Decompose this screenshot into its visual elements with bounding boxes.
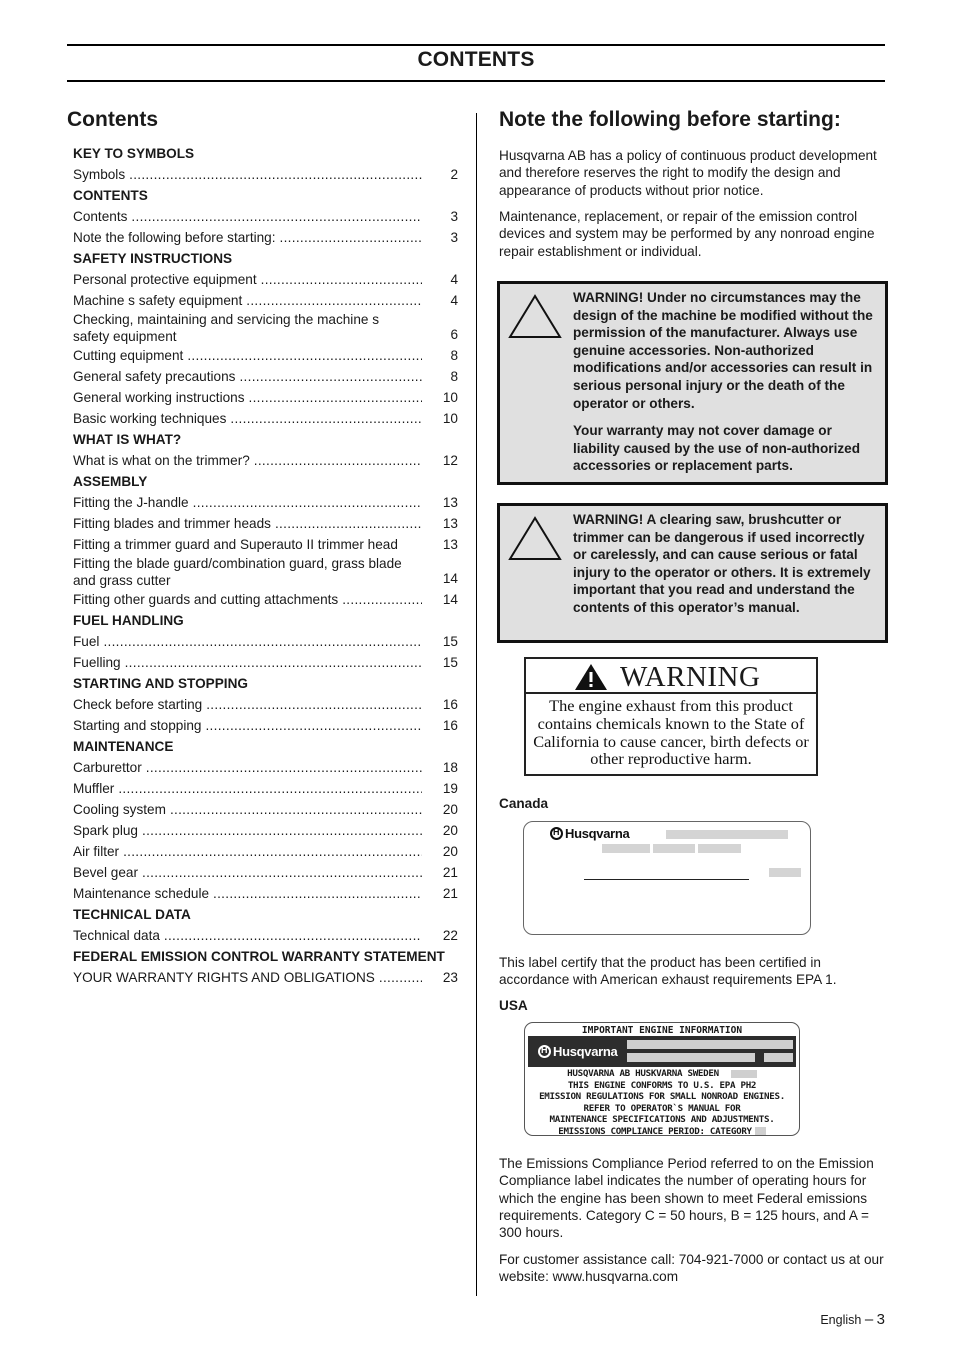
toc-leader-dots: [187, 345, 422, 366]
toc-entry: [73, 311, 458, 345]
toc-entry: [73, 862, 458, 883]
toc-entry: [73, 227, 458, 248]
toc-page-number: 21: [442, 886, 458, 901]
toc-page-number: 10: [442, 411, 458, 426]
toc-page-number: 3: [450, 230, 458, 245]
toc-entry: [73, 534, 458, 555]
toc-page-number: 14: [442, 592, 458, 607]
contents-heading: Contents: [67, 108, 158, 131]
canada-heading: Canada: [499, 796, 549, 811]
toc-section-heading: KEY TO SYMBOLS: [73, 146, 195, 161]
toc-entry-title: Basic working techniques: [73, 411, 227, 426]
toc-entry: [73, 164, 458, 185]
toc-entry-title: Fitting other guards and cutting attachments: [73, 592, 339, 607]
toc-entry-title: Carburettor: [73, 760, 142, 775]
usa-label-line: THIS ENGINE CONFORMS TO U.S. EPA PH2: [567, 1079, 757, 1091]
warning-text-warranty: Your warranty may not cover damage or liability caused by the use of non-authorized accessories or replacement parts.: [573, 423, 861, 474]
toc-page-number: 16: [442, 697, 458, 712]
toc-leader-dots: [213, 883, 422, 904]
usa-label-line: MAINTENANCE SPECIFICATIONS AND ADJUSTMENTS.: [549, 1114, 775, 1126]
usa-heading: USA: [499, 998, 528, 1013]
toc-section-heading: TECHNICAL DATA: [73, 907, 191, 922]
toc-leader-dots: [206, 694, 422, 715]
toc-entry-title: Fuelling: [73, 655, 121, 670]
toc-leader-dots: [193, 492, 422, 513]
warning-triangle-icon: [507, 514, 563, 562]
toc-page-number: 13: [442, 537, 458, 552]
header-rule-top: [67, 44, 885, 46]
toc-page-number: 16: [442, 718, 458, 733]
toc-page-number: 15: [442, 655, 458, 670]
toc-entry: [73, 450, 458, 471]
usa-label-text: [525, 1068, 799, 1136]
canada-paragraph: This label certify that the product has been certified in accordance with American exhaust requirements EPA 1.: [499, 955, 837, 988]
toc-entry-title: Fitting the J-handle: [73, 495, 189, 510]
toc-entry: [73, 206, 458, 227]
toc-section-heading: MAINTENANCE: [73, 739, 174, 754]
toc-entry: [73, 631, 458, 652]
warning-box-modification: [497, 281, 888, 485]
toc-leader-dots: [131, 206, 422, 227]
toc-entry-title: Personal protective equipment: [73, 272, 257, 287]
toc-leader-dots: [170, 799, 422, 820]
toc-section-heading: FUEL HANDLING: [73, 613, 184, 628]
toc-page-number: 21: [442, 865, 458, 880]
toc-page-number: 8: [450, 348, 458, 363]
toc-entry-title: Air filter: [73, 844, 120, 859]
label-placeholder-field: [627, 1040, 793, 1049]
toc-entry: [73, 366, 458, 387]
label-placeholder-field: [602, 844, 650, 853]
footer-page-number: 3: [876, 1311, 885, 1328]
husqvarna-logo: H Husqvarna: [550, 826, 630, 841]
toc-page-number: 20: [442, 823, 458, 838]
toc-entry-title: Machine s safety equipment: [73, 293, 243, 308]
label-placeholder-field: [698, 844, 741, 853]
toc-page-number: 8: [450, 369, 458, 384]
toc-entry-title: Note the following before starting:: [73, 230, 276, 245]
usa-label-line: HUSQVARNA AB HUSKVARNA SWEDEN: [567, 1068, 719, 1079]
toc-entry-title: YOUR WARRANTY RIGHTS AND OBLIGATIONS: [73, 970, 375, 985]
toc-leader-dots: [261, 269, 422, 290]
toc-entry-title: What is what on the trimmer?: [73, 453, 250, 468]
label-placeholder-field: [653, 844, 695, 853]
label-placeholder-field: [755, 1127, 766, 1135]
toc-section-heading: FEDERAL EMISSION CONTROL WARRANTY STATEMENT: [73, 949, 445, 964]
usa-label-line: EMISSION REGULATIONS FOR SMALL NONROAD ENGINES.: [539, 1091, 785, 1103]
footer-language: English: [820, 1313, 862, 1327]
toc-entry-title: General working instructions: [73, 390, 245, 405]
toc-page-number: 3: [450, 209, 458, 224]
husqvarna-logo: H Husqvarna: [538, 1044, 618, 1059]
toc-page-number: 18: [442, 760, 458, 775]
usa-emission-label: [524, 1022, 800, 1136]
toc-entry-title: Cooling system: [73, 802, 166, 817]
toc-entry: [73, 925, 458, 946]
toc-page-number: 13: [442, 495, 458, 510]
toc-leader-dots: [103, 631, 422, 652]
compliance-paragraph: The Emissions Compliance Period referred to on the Emission Compliance label indicates the number of operating hours for which the engine has been shown to meet Federal emissions requirements. Category C = 50 hours, B = 125 hours, and A = 300 hours.: [499, 1156, 874, 1241]
toc-leader-dots: [142, 862, 422, 883]
toc-entry-title: Bevel gear: [73, 865, 138, 880]
warning-text-modification: WARNING! Under no circumstances may the design of the machine be modified without the permission of the manufacturer. Always use genuine accessories. Non-authorized modifications and/or accessories can result in serious personal injury or the death of the operator or others.: [573, 290, 873, 411]
toc-entry: [73, 967, 458, 988]
page-footer: [820, 1311, 885, 1328]
toc-entry-title: Fuel: [73, 634, 100, 649]
toc-entry-title: Contents: [73, 209, 128, 224]
toc-leader-dots: [342, 589, 422, 610]
toc-entry: [73, 290, 458, 311]
toc-entry-title: Symbols: [73, 167, 126, 182]
toc-leader-dots: [118, 778, 422, 799]
husqvarna-crown-icon: [538, 1045, 551, 1058]
toc-page-number: 12: [442, 453, 458, 468]
toc-page-number: 6: [450, 327, 458, 342]
toc-entry: [73, 799, 458, 820]
toc-entry-title: Spark plug: [73, 823, 138, 838]
california-warning-title-bar: [526, 659, 816, 694]
toc-leader-dots: [123, 841, 422, 862]
usa-label-line: REFER TO OPERATOR`S MANUAL FOR: [583, 1102, 741, 1114]
toc-entry-title: Technical data: [73, 928, 160, 943]
california-warning-title: WARNING: [620, 661, 761, 693]
toc-entry-title: Cutting equipment: [73, 348, 184, 363]
california-warning-body: The engine exhaust from this product contains chemicals known to the State of California to cause cancer, birth defects or other reproductive harm.: [533, 696, 809, 769]
toc-entry: [73, 589, 458, 610]
toc-entry-title: Muffler: [73, 781, 115, 796]
toc-page-number: 19: [442, 781, 458, 796]
label-placeholder-field: [764, 1053, 793, 1062]
toc-page-number: 22: [442, 928, 458, 943]
toc-page-number: 20: [442, 802, 458, 817]
toc-leader-dots: [146, 757, 422, 778]
page-header-title: CONTENTS: [417, 48, 535, 71]
toc-page-number: 20: [442, 844, 458, 859]
label-placeholder-field: [666, 830, 788, 839]
footer-separator: –: [864, 1311, 874, 1328]
toc-leader-dots: [142, 820, 422, 841]
toc-entry: [73, 387, 458, 408]
toc-entry-title: Fitting a trimmer guard and Superauto II trimmer head: [73, 537, 398, 552]
usa-label-line: EMISSIONS COMPLIANCE PERIOD: CATEGORY: [558, 1125, 752, 1136]
canada-emission-label: [523, 821, 811, 935]
toc-leader-dots: [254, 450, 422, 471]
toc-page-number: 13: [442, 516, 458, 531]
toc-page-number: 4: [450, 293, 458, 308]
toc-entry: [73, 883, 458, 904]
toc-section-heading: ASSEMBLY: [73, 474, 148, 489]
husqvarna-crown-icon: [550, 827, 563, 840]
toc-page-number: 23: [442, 970, 458, 985]
toc-entry-title: Fitting the blade guard/combination guard, grass blade and grass cutter: [73, 556, 402, 588]
toc-entry-title: Starting and stopping: [73, 718, 202, 733]
table-of-contents: [73, 143, 458, 988]
toc-page-number: 10: [442, 390, 458, 405]
toc-page-number: 14: [442, 571, 458, 586]
maintenance-paragraph: Maintenance, replacement, or repair of the emission control devices and system may be performed by any nonroad engine repair establishment or individual.: [499, 209, 875, 259]
toc-leader-dots: [246, 290, 422, 311]
warning-triangle-icon: [507, 292, 563, 340]
note-heading: Note the following before starting:: [499, 108, 841, 131]
toc-page-number: 2: [450, 167, 458, 182]
toc-entry: [73, 778, 458, 799]
toc-entry: [73, 408, 458, 429]
exclamation-triangle-icon: [574, 663, 608, 691]
california-warning-label: [524, 657, 818, 776]
toc-leader-dots: [230, 408, 422, 429]
label-placeholder-field: [769, 868, 801, 877]
toc-entry: [73, 345, 458, 366]
toc-leader-dots: [275, 513, 422, 534]
toc-leader-dots: [379, 967, 422, 988]
warning-box-danger: [497, 503, 888, 643]
intro-paragraph: Husqvarna AB has a policy of continuous product development and therefore reserves the right to modify the design and appearance of products without prior notice.: [499, 148, 877, 198]
toc-entry: [73, 757, 458, 778]
toc-leader-dots: [280, 227, 422, 248]
toc-entry: [73, 841, 458, 862]
toc-entry: [73, 555, 458, 589]
toc-leader-dots: [205, 715, 422, 736]
toc-entry: [73, 820, 458, 841]
toc-entry: [73, 513, 458, 534]
toc-section-heading: STARTING AND STOPPING: [73, 676, 248, 691]
toc-leader-dots: [129, 164, 422, 185]
toc-page-number: 4: [450, 272, 458, 287]
toc-entry-title: Check before starting: [73, 697, 203, 712]
assistance-paragraph: For customer assistance call: 704-921-7000 or contact us at our website: www.husqvarna.com: [499, 1252, 884, 1285]
toc-leader-dots: [164, 925, 422, 946]
toc-section-heading: SAFETY INSTRUCTIONS: [73, 251, 233, 266]
toc-section-heading: CONTENTS: [73, 188, 148, 203]
toc-entry: [73, 652, 458, 673]
toc-leader-dots: [239, 366, 422, 387]
toc-leader-dots: [125, 652, 422, 673]
toc-entry-title: Fitting blades and trimmer heads: [73, 516, 271, 531]
warning-text-danger: WARNING! A clearing saw, brushcutter or trimmer can be dangerous if used incorrectly or carelessly, and can cause serious or fatal injury to the operator or others. It is extremely important that you read and understand the contents of this operator’s manual.: [573, 512, 871, 615]
header-rule-bottom: [67, 80, 885, 82]
toc-entry-title: General safety precautions: [73, 369, 236, 384]
toc-entry: [73, 492, 458, 513]
toc-entry: [73, 715, 458, 736]
toc-page-number: 15: [442, 634, 458, 649]
toc-entry: [73, 694, 458, 715]
toc-entry-title: Checking, maintaining and servicing the machine s safety equipment: [73, 312, 380, 344]
toc-entry: [73, 269, 458, 290]
column-divider: [476, 113, 477, 1296]
label-signature-line: [584, 879, 749, 880]
label-placeholder-field: [731, 1070, 757, 1078]
toc-entry-title: Maintenance schedule: [73, 886, 210, 901]
label-placeholder-field: [627, 1053, 755, 1062]
usa-label-dark-band: [528, 1036, 796, 1067]
toc-section-heading: WHAT IS WHAT?: [73, 432, 182, 447]
toc-leader-dots: [249, 387, 422, 408]
usa-label-title: IMPORTANT ENGINE INFORMATION: [581, 1025, 743, 1036]
